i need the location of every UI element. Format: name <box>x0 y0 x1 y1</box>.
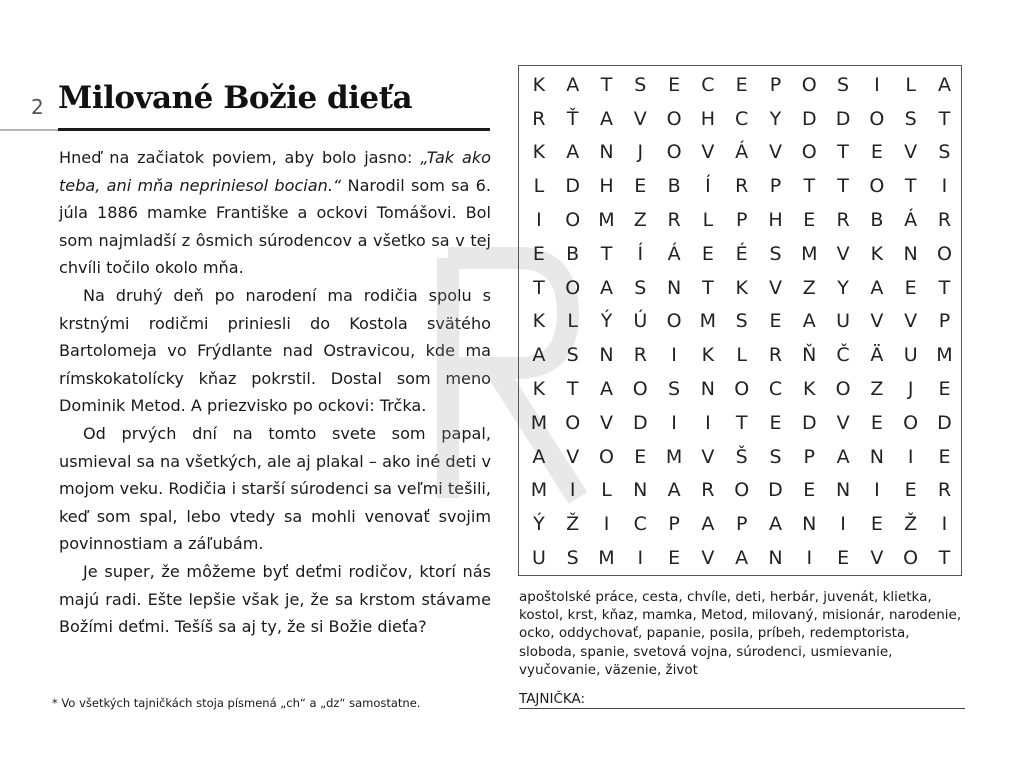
grid-cell[interactable]: R <box>667 209 681 232</box>
grid-cell[interactable]: M <box>665 445 683 468</box>
grid-cell[interactable]: P <box>668 513 680 536</box>
grid-cell[interactable]: L <box>567 310 578 333</box>
grid-cell[interactable]: M <box>801 242 818 265</box>
grid-cell[interactable]: O <box>565 276 581 299</box>
grid-cell[interactable]: L <box>601 479 612 502</box>
grid-cell[interactable]: I <box>637 547 644 570</box>
grid-cell[interactable]: V <box>701 547 715 570</box>
grid-cell[interactable]: N <box>802 513 817 536</box>
page-number: 2 <box>31 95 44 119</box>
grid-cell[interactable]: Á <box>667 242 681 265</box>
grid-cell[interactable]: V <box>904 141 918 164</box>
grid-cell[interactable]: O <box>666 141 682 164</box>
word-list: apoštolské práce, cesta, chvíle, deti, herbár, juvenát, klietka, kostol, krst, kňaz, mamka, Metod, milovaný, misionár, narodenie, ocko, oddychovať, papanie, posila, príbeh, redemptorista, sloboda, spanie, svetová vojna, súrodenci, usmievanie, vyučovanie, väzenie, život <box>519 589 962 678</box>
grid-cell[interactable]: S <box>566 344 579 367</box>
grid-cell[interactable]: A <box>599 276 613 299</box>
grid-cell[interactable]: I <box>941 513 948 536</box>
grid-cell[interactable]: T <box>837 175 849 198</box>
grid-cell[interactable]: E <box>870 411 883 434</box>
grid-cell[interactable]: R <box>836 209 850 232</box>
grid-cell[interactable]: Ý <box>533 513 545 536</box>
letter-grid <box>522 68 961 575</box>
grid-cell[interactable]: V <box>904 310 918 333</box>
grid-cell[interactable]: S <box>634 276 647 299</box>
grid-cell[interactable]: E <box>870 513 883 536</box>
grid-cell[interactable]: D <box>632 411 648 434</box>
grid-cell[interactable]: Ý <box>600 310 613 333</box>
grid-cell[interactable]: T <box>735 411 748 434</box>
grid-cell[interactable]: K <box>532 73 546 96</box>
story-paragraph-1 <box>59 144 491 282</box>
story-p1-quote: „Tak ako teba, ani mňa nepriniesol bocian.“ <box>59 148 491 195</box>
story-text <box>59 144 491 641</box>
word-search-grid <box>518 65 962 576</box>
grid-cell[interactable]: E <box>938 378 951 401</box>
grid-cell[interactable]: S <box>634 73 647 96</box>
grid-cell[interactable]: V <box>836 411 850 434</box>
grid-cell[interactable]: E <box>904 276 917 299</box>
grid-cell[interactable]: V <box>768 141 782 164</box>
grid-cell[interactable]: A <box>802 310 816 333</box>
grid-cell[interactable]: S <box>566 547 579 570</box>
grid-cell[interactable]: H <box>768 209 783 232</box>
grid-cell[interactable]: A <box>768 513 782 536</box>
grid-cell[interactable]: V <box>701 445 715 468</box>
grid-cell[interactable]: E <box>938 445 951 468</box>
grid-cell[interactable]: E <box>803 479 816 502</box>
grid-cell[interactable]: N <box>869 445 884 468</box>
grid-cell[interactable]: V <box>870 310 884 333</box>
grid-cell[interactable]: R <box>937 209 952 232</box>
grid-cell[interactable]: I <box>806 547 813 570</box>
story-p1-start: Hneď na začiatok poviem, aby bolo jasno: <box>59 148 421 167</box>
grid-cell[interactable]: J <box>907 378 914 401</box>
page-title: Milované Božie dieťa <box>58 80 413 116</box>
grid-cell[interactable]: I <box>874 73 880 96</box>
grid-cell[interactable]: I <box>569 479 576 502</box>
grid-cell[interactable]: Í <box>705 175 711 198</box>
grid-cell[interactable]: I <box>603 513 610 536</box>
grid-cell[interactable]: I <box>941 175 948 198</box>
grid-cell[interactable]: L <box>702 209 714 232</box>
grid-cell[interactable]: P <box>803 445 815 468</box>
grid-cell[interactable]: Š <box>735 445 748 468</box>
grid-cell[interactable]: T <box>938 547 951 570</box>
grid-cell[interactable]: Z <box>802 276 816 299</box>
grid-cell[interactable]: T <box>566 378 579 401</box>
grid-cell[interactable]: E <box>769 411 782 434</box>
grid-cell[interactable]: Ž <box>566 513 580 536</box>
grid-cell[interactable]: E <box>668 73 681 96</box>
grid-cell[interactable]: D <box>835 107 851 130</box>
grid-cell[interactable]: E <box>634 175 647 198</box>
grid-cell[interactable]: O <box>734 378 750 401</box>
grid-cell[interactable]: A <box>599 378 613 401</box>
grid-cell[interactable]: K <box>870 242 884 265</box>
grid-cell[interactable]: P <box>735 513 748 536</box>
grid-cell[interactable]: O <box>734 479 750 502</box>
grid-cell[interactable]: T <box>938 107 951 130</box>
story-paragraph-4: Je super, že môžeme byť deťmi rodičov, ktorí nás majú radi. Ešte lepšie však je, že sa krstom stávame Božími deťmi. Tešíš sa aj ty, že si Božie dieťa? <box>59 561 491 637</box>
grid-cell[interactable]: P <box>735 209 748 232</box>
grid-cell[interactable]: N <box>903 242 918 265</box>
grid-cell[interactable]: T <box>702 276 714 299</box>
grid-cell[interactable]: P <box>938 310 951 333</box>
grid-cell[interactable]: Á <box>904 209 918 232</box>
grid-cell[interactable]: A <box>701 513 715 536</box>
grid-cell[interactable]: I <box>840 513 846 536</box>
grid-cell[interactable]: N <box>666 276 682 299</box>
grid-cell[interactable]: N <box>700 378 715 401</box>
grid-cell[interactable]: T <box>600 73 613 96</box>
grid-cell[interactable]: M <box>598 209 615 232</box>
grid-cell[interactable]: Ť <box>566 107 579 130</box>
grid-cell[interactable]: T <box>904 175 917 198</box>
grid-cell[interactable]: O <box>869 175 885 198</box>
grid-cell[interactable]: A <box>566 73 580 96</box>
title-rule-left <box>0 129 58 131</box>
grid-cell[interactable]: U <box>836 310 851 333</box>
grid-cell[interactable]: O <box>801 141 817 164</box>
grid-cell[interactable]: R <box>633 344 647 367</box>
grid-cell[interactable]: E <box>634 445 647 468</box>
grid-cell[interactable]: E <box>837 547 850 570</box>
grid-cell[interactable]: S <box>769 445 782 468</box>
grid-cell[interactable]: Z <box>870 378 884 401</box>
title-rule <box>58 128 490 131</box>
grid-cell[interactable]: P <box>769 175 782 198</box>
grid-cell[interactable]: D <box>801 411 817 434</box>
grid-cell[interactable]: U <box>531 547 546 570</box>
grid-cell[interactable]: A <box>836 445 850 468</box>
story-paragraph-2: Na druhý deň po narodení ma rodičia spolu s krstnými rodičmi priniesli do Kostola svätého Bartolomeja vo Frýdlante nad Ostravicou, kde ma rímskokatolícky kňaz pokrstil. Dostal som meno Dominik Metod. A priezvisko po ockovi: Trčka. <box>59 285 491 416</box>
grid-cell[interactable]: A <box>599 107 613 130</box>
grid-cell[interactable]: R <box>532 107 546 130</box>
grid-cell[interactable]: R <box>768 344 783 367</box>
grid-cell[interactable]: T <box>533 276 545 299</box>
grid-cell[interactable]: B <box>870 209 884 232</box>
grid-cell[interactable]: U <box>903 344 918 367</box>
grid-cell[interactable]: A <box>735 547 749 570</box>
grid-cell[interactable]: V <box>566 445 580 468</box>
grid-cell[interactable]: I <box>536 209 542 232</box>
grid-cell[interactable]: E <box>769 310 782 333</box>
grid-cell[interactable]: O <box>565 411 581 434</box>
grid-cell[interactable]: V <box>870 547 884 570</box>
grid-cell[interactable]: R <box>937 479 952 502</box>
grid-cell[interactable]: M <box>530 411 548 434</box>
grid-cell[interactable]: Á <box>735 141 749 164</box>
grid-cell[interactable]: P <box>769 73 782 96</box>
grid-cell[interactable]: O <box>835 378 851 401</box>
grid-cell[interactable]: S <box>769 242 782 265</box>
grid-cell[interactable]: R <box>701 479 715 502</box>
grid-cell[interactable]: E <box>803 209 816 232</box>
grid-cell[interactable]: E <box>904 479 917 502</box>
grid-cell[interactable]: N <box>599 344 614 367</box>
grid-cell[interactable]: O <box>599 445 614 468</box>
grid-cell[interactable]: E <box>735 73 748 96</box>
grid-cell[interactable]: S <box>904 107 917 130</box>
grid-cell[interactable]: M <box>598 547 615 570</box>
grid-cell[interactable]: O <box>666 107 682 130</box>
grid-cell[interactable]: C <box>768 378 783 401</box>
grid-cell[interactable]: R <box>735 175 749 198</box>
grid-cell[interactable]: B <box>566 242 580 265</box>
grid-cell[interactable]: A <box>532 445 546 468</box>
tajnicka-answer-line[interactable]: TAJNIČKA: <box>519 691 965 709</box>
grid-cell[interactable]: M <box>699 310 717 333</box>
grid-cell[interactable]: A <box>667 479 681 502</box>
grid-cell[interactable]: Y <box>837 276 849 299</box>
grid-cell[interactable]: O <box>632 378 648 401</box>
footnote: * Vo všetkých tajničkách stoja písmená „ch“ a „dz“ samostatne. <box>52 696 421 710</box>
grid-cell[interactable]: M <box>530 479 548 502</box>
grid-cell[interactable]: N <box>768 547 783 570</box>
grid-cell[interactable]: S <box>837 73 850 96</box>
grid-cell[interactable]: E <box>701 242 714 265</box>
grid-cell[interactable]: D <box>565 175 581 198</box>
grid-cell[interactable]: L <box>905 73 916 96</box>
grid-cell[interactable]: A <box>870 276 884 299</box>
grid-cell[interactable]: N <box>599 141 614 164</box>
grid-cell[interactable]: V <box>768 276 782 299</box>
grid-cell[interactable]: I <box>671 344 677 367</box>
grid-cell[interactable]: O <box>903 547 919 570</box>
grid-cell[interactable]: V <box>701 141 715 164</box>
grid-cell[interactable]: D <box>768 479 783 502</box>
grid-cell[interactable]: O <box>869 107 885 130</box>
grid-cell[interactable]: K <box>803 378 816 401</box>
grid-cell[interactable]: I <box>907 445 914 468</box>
grid-cell[interactable]: D <box>937 411 952 434</box>
grid-cell[interactable]: K <box>532 378 546 401</box>
grid-cell[interactable]: T <box>837 141 849 164</box>
grid-cell[interactable]: I <box>705 411 711 434</box>
grid-cell[interactable]: J <box>637 141 644 164</box>
grid-cell[interactable]: E <box>668 547 681 570</box>
grid-cell[interactable]: N <box>633 479 648 502</box>
grid-cell[interactable]: T <box>938 276 951 299</box>
grid-cell[interactable]: L <box>736 344 747 367</box>
grid-cell[interactable]: C <box>633 513 647 536</box>
grid-cell[interactable]: V <box>633 107 647 130</box>
grid-cell[interactable]: K <box>532 141 546 164</box>
grid-cell[interactable]: I <box>874 479 880 502</box>
grid-cell[interactable]: Ž <box>904 513 918 536</box>
grid-cell[interactable]: Í <box>637 242 644 265</box>
grid-cell[interactable]: É <box>735 242 748 265</box>
grid-cell[interactable]: T <box>600 242 613 265</box>
grid-cell[interactable]: O <box>903 411 919 434</box>
grid-cell[interactable]: S <box>668 378 681 401</box>
grid-cell[interactable]: O <box>666 310 682 333</box>
grid-cell[interactable]: B <box>667 175 681 198</box>
story-paragraph-3: Od prvých dní na tomto svete som papal, usmieval sa na všetkých, ale aj plakal – ako iné deti v mojom veku. Rodičia i starší súrodenci sa veľmi tešili, keď som spal, lebo vtedy sa mohli venovať svojim povinnostiam a záľubám. <box>59 423 492 554</box>
grid-cell[interactable]: E <box>532 242 545 265</box>
grid-cell[interactable]: Č <box>836 344 850 367</box>
grid-cell[interactable]: D <box>801 107 817 130</box>
grid-cell[interactable]: Y <box>769 107 782 130</box>
grid-cell[interactable]: Ú <box>633 310 648 333</box>
grid-cell[interactable]: E <box>870 141 883 164</box>
grid-cell[interactable]: I <box>671 411 677 434</box>
grid-cell[interactable]: A <box>566 141 580 164</box>
story-p1-end: Narodil som sa 6. júla 1886 mamke Františke a ockovi Tomášovi. Bol som najmladší z ôsmich súrodencov a všetko sa v tej chvíli točilo okolo mňa. <box>59 175 491 278</box>
grid-cell[interactable]: O <box>936 242 952 265</box>
grid-cell[interactable]: C <box>735 107 749 130</box>
grid-cell[interactable]: O <box>565 209 581 232</box>
grid-cell[interactable]: L <box>533 175 545 198</box>
grid-cell[interactable]: Ä <box>870 344 884 367</box>
grid-cell[interactable]: K <box>532 310 546 333</box>
grid-cell[interactable]: A <box>532 344 546 367</box>
grid-cell[interactable]: T <box>803 175 816 198</box>
grid-cell[interactable]: K <box>735 276 748 299</box>
grid-cell[interactable]: O <box>801 73 817 96</box>
grid-cell[interactable]: V <box>836 242 850 265</box>
grid-cell[interactable]: H <box>599 175 614 198</box>
grid-cell[interactable]: C <box>701 73 715 96</box>
grid-cell[interactable]: S <box>735 310 748 333</box>
grid-cell[interactable]: V <box>599 411 613 434</box>
grid-cell[interactable]: A <box>937 73 951 96</box>
grid-cell[interactable]: S <box>938 141 951 164</box>
grid-cell[interactable]: Z <box>633 209 647 232</box>
grid-cell[interactable]: Ň <box>802 344 817 367</box>
grid-cell[interactable]: M <box>936 344 953 367</box>
grid-cell[interactable]: N <box>835 479 851 502</box>
grid-cell[interactable]: H <box>700 107 716 130</box>
grid-cell[interactable]: K <box>701 344 715 367</box>
